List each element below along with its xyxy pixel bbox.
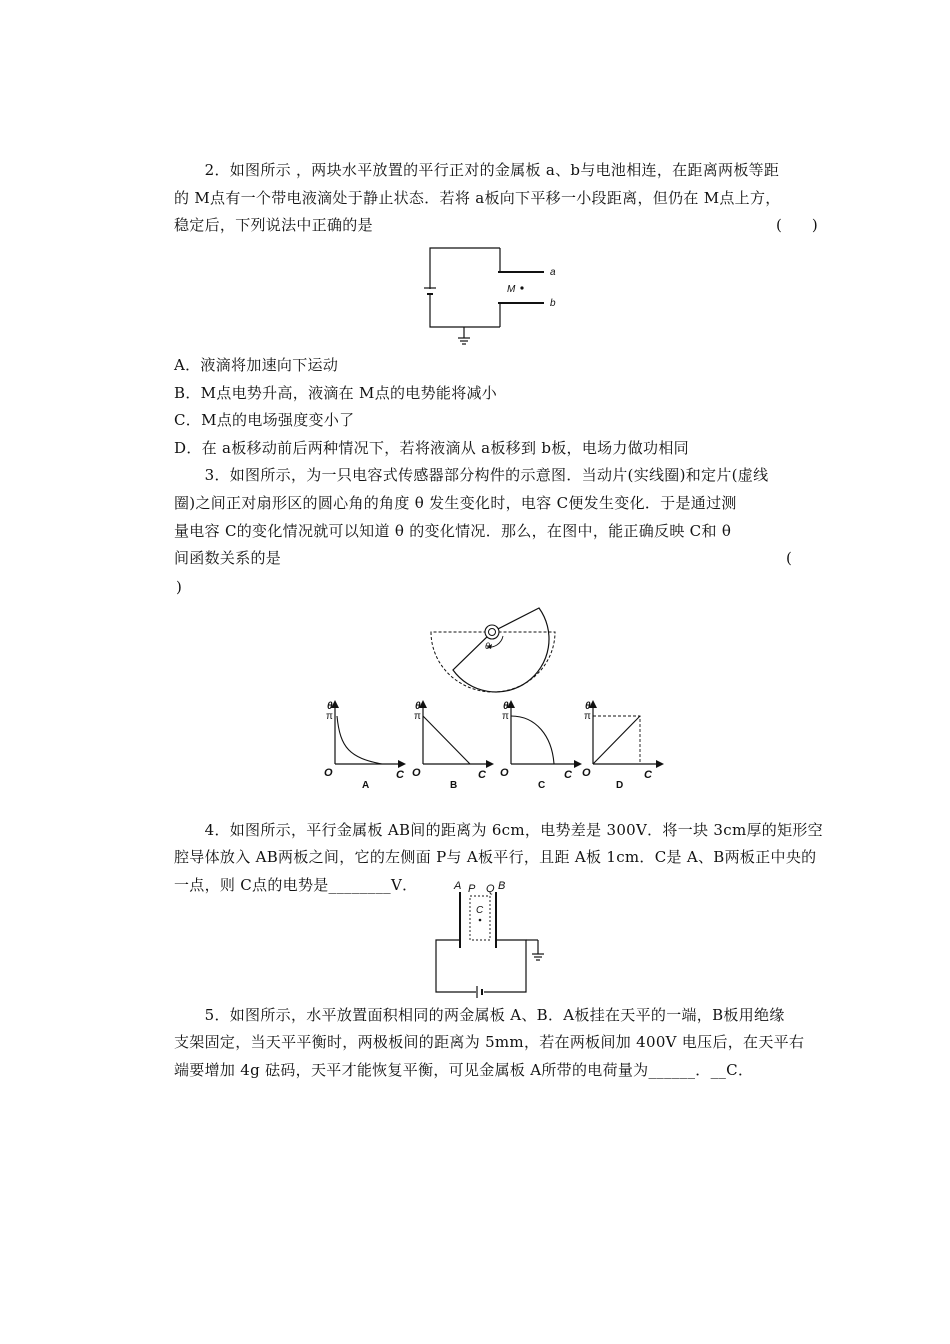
q2-option-c: C．M点的电场强度变小了 bbox=[174, 411, 355, 429]
q3-theta-label: θ bbox=[485, 641, 490, 651]
graph-c-x-axis-label: C bbox=[564, 769, 572, 781]
q4-line-3: 一点，则 C点的电势是________V． bbox=[174, 876, 418, 894]
graph-b-y-axis-label: θ bbox=[415, 701, 421, 712]
q2-option-a: A．液滴将加速向下运动 bbox=[174, 356, 339, 374]
graph-c-origin-label: O bbox=[500, 767, 509, 779]
q3-line-3: 量电容 C的变化情况就可以知道 θ 的变化情况．那么，在图中，能正确反映 C和 θ bbox=[174, 522, 732, 540]
q4-label-c: C bbox=[476, 905, 484, 916]
q3-paren-close: ) bbox=[176, 578, 182, 596]
q4-line-2: 腔导体放入 AB两板之间，它的左侧面 P与 A板平行，且距 A板 1cm．C是 A、B两板正中央的 bbox=[174, 848, 817, 866]
graph-a-origin-label: O bbox=[324, 767, 333, 779]
graph-a-y-axis-label: θ bbox=[327, 701, 333, 712]
graph-c-label: C bbox=[538, 780, 546, 791]
graph-b-origin-label: O bbox=[412, 767, 421, 779]
q4-label-b: B bbox=[498, 880, 506, 892]
q2-line-1: 2．如图所示 ，两块水平放置的平行正对的金属板 a、b与电池相连，在距离两板等距 bbox=[174, 161, 780, 179]
q2-line-3: 稳定后，下列说法中正确的是 bbox=[174, 216, 373, 234]
graph-c-y-axis-label: θ bbox=[503, 701, 509, 712]
graph-d-label: D bbox=[616, 780, 624, 791]
q2-option-d: D．在 a板移动前后两种情况下，若将液滴从 a板移到 b板，电场力做功相同 bbox=[174, 439, 689, 457]
graph-d-pi-label: π bbox=[584, 711, 591, 722]
q2-fig-label-m: M bbox=[507, 284, 516, 295]
graph-c-pi-label: π bbox=[502, 711, 509, 722]
graph-a-pi-label: π bbox=[326, 711, 333, 722]
q3-sensor-figure bbox=[425, 604, 560, 696]
graph-d-origin-label: O bbox=[582, 767, 591, 779]
q3-line-1: 3．如图所示，为一只电容式传感器部分构件的示意图．当动片(实线圈)和定片(虚线 bbox=[174, 466, 769, 484]
q5-line-2: 支架固定，当天平平衡时，两极板间的距离为 5mm，若在两板间加 400V 电压后，在天平右 bbox=[174, 1033, 805, 1051]
q3-graph-b bbox=[408, 700, 498, 798]
graph-b-label: B bbox=[450, 780, 458, 791]
q3-graph-d bbox=[578, 700, 668, 798]
q2-line-2: 的 M点有一个带电液滴处于静止状态．若将 a板向下平移一小段距离，但仍在 M点上方， bbox=[174, 189, 781, 207]
q3-line-4: 间函数关系的是 bbox=[174, 549, 282, 567]
graph-b-x-axis-label: C bbox=[478, 769, 486, 781]
graph-a-x-axis-label: C bbox=[396, 769, 404, 781]
q4-line-1: 4．如图所示，平行金属板 AB间的距离为 6cm，电势差是 300V．将一块 3cm厚的矩形空 bbox=[174, 821, 823, 839]
q3-graph-a bbox=[320, 700, 410, 798]
graph-d-y-axis-label: θ bbox=[585, 701, 591, 712]
q4-label-a: A bbox=[454, 880, 462, 892]
q2-fig-label-b: b bbox=[550, 298, 556, 309]
q4-conductor-figure bbox=[430, 878, 560, 1002]
q5-line-1: 5．如图所示，水平放置面积相同的两金属板 A、B．A板挂在天平的一端，B板用绝缘 bbox=[174, 1006, 785, 1024]
q5-line-3: 端要增加 4g 砝码，天平才能恢复平衡，可见金属板 A所带的电荷量为______．__C． bbox=[174, 1061, 754, 1079]
q2-fig-label-a: a bbox=[550, 267, 556, 278]
q3-graph-c bbox=[496, 700, 586, 798]
q2-circuit-figure bbox=[420, 244, 570, 352]
q4-label-p: P bbox=[468, 883, 476, 895]
q2-option-b: B．M点电势升高，液滴在 M点的电势能将减小 bbox=[174, 384, 498, 402]
q3-paren-open: ( bbox=[786, 549, 792, 567]
graph-a-label: A bbox=[362, 780, 370, 791]
q3-line-2: 圈)之间正对扇形区的圆心角的角度 θ 发生变化时，电容 C便发生变化．于是通过测 bbox=[174, 494, 737, 512]
q4-label-q: Q bbox=[486, 883, 495, 895]
graph-b-pi-label: π bbox=[414, 711, 421, 722]
q2-answer-paren: ( ) bbox=[776, 216, 818, 234]
graph-d-x-axis-label: C bbox=[644, 769, 652, 781]
